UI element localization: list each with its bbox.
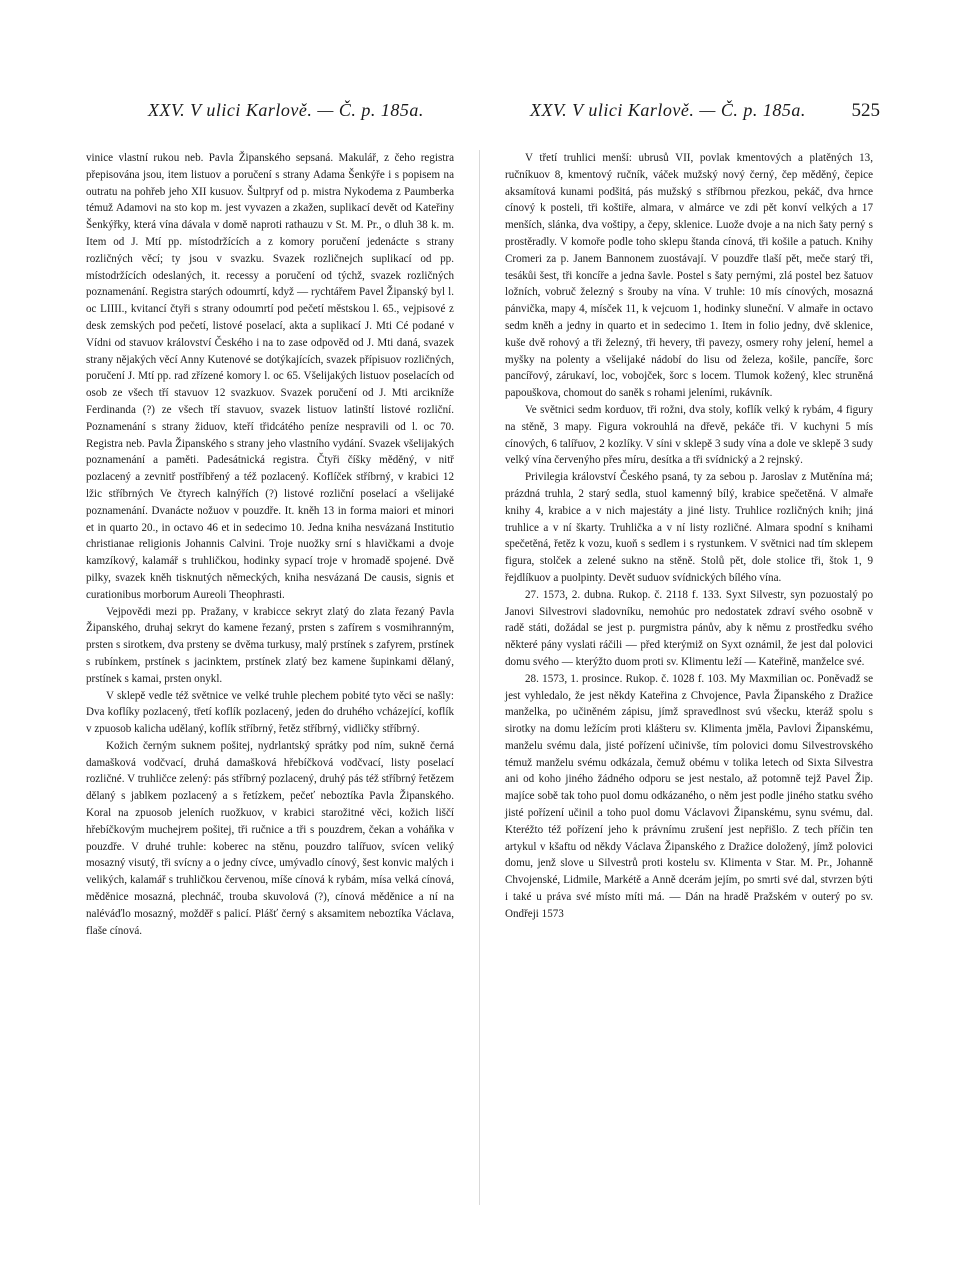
right-paragraph: Privilegia království Českého psaná, ty za sebou p. Jaroslav z Mutěnína má; prázdná truhla, 2 starý sedla, stuol kamenný bílý, krabice spečetěná. V almaře knihy 4, krabice a v nich majestáty a jiné listy. Truhlice rozličných knih; jiná truhlice a v ní škarty. Truhlička a v ní listy rozličné. Almara spodní s knihami spečetěná, řetěz k vozu, kuoň s sedlem i s rystunkem. V světnici nad tím sklepem figura, stolček a zelené sukno na stěně. Stolů pět, dole stolice tři, štok 1, 9 řejdlíkuov a puolpinty. Devět suduov svídnických bílého vína.: [505, 471, 873, 584]
right-paragraph: 27. 1573, 2. dubna. Rukop. č. 2118 f. 133. Syxt Silvestr, syn pozuostalý po Janovi Silvestrovi sladovníku, nemohúc pro nedostatek zdraví svého osobně v radě státi, dožádal se jest p. purgmistra pánův, aby k němu z prostředku svého některé pány vyslati ráčili — před kterýmiž on Syxt oznámil, že jest dal polovici domu svého — kterýžto duom proti sv. Klimentu leží — Kateřině, manželce své.: [505, 588, 873, 668]
right-paragraph: Ve světnici sedm korduov, tři rožni, dva stoly, koflík velký k rybám, 4 figury na stěně, 3 mapy. Figura vokrouhlá na dřevě, pekáče tři. V kuchyni 5 mís cínových, 6 talířuov, 2 kozlíky. V síni v sklepě 3 sudy vína a dole ve sklepě 3 sudy velký vína červenýho přes míru, desítka a tři svídnický a 2 rejnský.: [505, 403, 873, 467]
left-paragraph: Kožich černým suknem pošitej, nydrlantský sprátky pod ním, sukně černá damašková vodčvací, druhá damašková hřebíčková vodčvací, listy poselací rozličné. V truhličce zelený: pás stříbrný pozlacený, druhý pás též stříbrný řetězem dělaný s jablkem pozlacený a s řetízkem, pečeť neboztíka Pavla Žipanského. Koral na zpuosob jeleních ruožkuov, v krabici starožitné věci, kožich liščí hřebíčkovým muchejrem pošitej, tři ručnice a tři s pouzdrem, čekan a voháňka v pouzdře. V druhé truhle: koberec na stěnu, pouzdro talířuov, svícen veliký mosazný visutý, tři svícny a o jedny cívce, umývadlo cínový, šest konvic malých i velikých, kalamář s truhličkou červenou, míše cínová k rybám, mísa velká cínová, měděnice mosazná, plechnáč, trouba skuvolová (?), cínová měděnice a ní na naléváďlo mosazný, možděř s palicí. Plášť černý s aksamitem neboztíka Václava, flaše cínová.: [86, 739, 454, 937]
right-running-head: XXV. V ulici Karlově. — Č. p. 185a.: [530, 100, 806, 120]
left-paragraph: V sklepě vedle též světnice ve velké truhle plechem pobité tyto věci se našly: Dva koflíky pozlacený, třetí koflík pozlacený, jeden do druhého vcházející, koflík v zpuosob kalicha udělaný, koflík stříbrný, řetěz stříbrný, vidličky stříbrný.: [86, 689, 454, 736]
column-divider: [479, 150, 480, 1205]
page-number: 525: [851, 100, 880, 121]
right-paragraph: V třetí truhlici menší: ubrusů VII, povlak kmentových a platěných 13, ručníkuov 8, kmentový ručník, váček mužský nový černý, čep měděný, čepice aksamítová kunami podšitá, pás mužský s stříbrnou přezkou, pekáč, dva hrnce cínový k posteli, tři koštiře, almara, v almárce ve zdi pět konví velkých a 17 menších, slánka, dva voštipy, a čepy, sklenice. Luože dvoje a na nich šaty perný s prostěradly. V komoře podle toho sklepu štanda cínová, tři košile a patuch. Knihy Cromeri za p. Janem Bannonem zuostávají. V pouzdře tlaší pět, meče starý tři, tesákůi šest, tři koncíře a jedna šavle. Postel s šaty pernými, zlá postel bez šatuov ložních, vobruč železný s šrouby na vína. V truhle: 10 mís cínových, mosazná pánvička, mapy 4, mísček 11, k vejcuom 1, hodinky sluneční. V almaře in octavo sedm kněh a jedny in quarto et in sedecimo 1. Item in folio jedny, dvě sklenice, kuše dvě rohový a tři železný, tři hevery, tři pavezy, osmery rohy jelení, hemel a myšky na polenty a všelijaké nádobí do lisu od železa, košile, pancíře, šorc pancířový, zárukaví, loc, vobojček, šorc s locem. Tlumok kožený, klec struněná papouškova, chomout do saněk s rohami jeleními, rukávník.: [505, 152, 873, 400]
left-running-head: XXV. V ulici Karlově. — Č. p. 185a.: [148, 100, 424, 120]
left-text-column: [86, 150, 454, 939]
right-text-column: [505, 150, 873, 923]
right-paragraph: 28. 1573, 1. prosince. Rukop. č. 1028 f. 103. My Maxmilian oc. Poněvadž se jest vyhledalo, že jest někdy Kateřina z Chvojence, Pavla Žipanského z Dražice manželka, po učiněném zápisu, jímž spravedlnost svú všecku, kteráž spolu s sirotky na domu ležícím proti klášteru sv. Klimenta jměla, Pavlovi Žipanskému, manželu svému dala, jisté pořízení učinivše, tím polovici domu Silvestrovského témuž manželu svému odkázala, čemuž obému v tolika letech od Sixta Silvestra ani od koho jiného žádného odporu se jest nestalo, až potomně tejž Pavel Žip. majíce sobě tak toho puol domu odkázaného, o něm jest podle jiného statku svého jisté pořízení učinil a toho puol domu Václavovi Žipanskému, synu svému, dal. Kteréžto též pořízení jeho k právnímu zrušení jest nepřišlo. Z tech příčin ten artykul v kšaftu od někdy Václava Žipanského z Dražice doložený, jímž polovici domu, jenž slove u Silvestrů proti kostelu sv. Klimenta v Star. M. Pr., Johanně Chvojenské, Lidmile, Markétě a Anně dcerám jejím, po smrti své dal, stvrzen býti i také u práva své místo míti má. — Dán na hradě Pražském v outerý po sv. Ondřeji 1573: [505, 672, 873, 920]
left-paragraph: Vejpovědi mezi pp. Pražany, v krabicce sekryt zlatý do zlata řezaný Pavla Žipanského, druhaj sekryt do kamene řezaný, prsten s zafírem s vosmihranným, prsten s sirotkem, dva prsteny se dvěma turkusy, malý prstínek s zafyrem, prstínek s rubínkem, prstínek s jacinktem, prstínek zlatý bez kamene šupinkami dělaný, prstínek s kamai, prsten onykl.: [86, 605, 454, 685]
left-paragraph: vinice vlastní rukou neb. Pavla Žipanského sepsaná. Makulář, z čeho registra přepisována jsou, item listuov a poručení s strany Adama Šenkýře i s popisem na outratu na pohřeb jeho XII kusuov. Šultpryf od p. mistra Nykodema z Paumberka témuž Adamovi na sto kop m. jest vyvazen a zkažen, suplikací devět od Kateřiny Šenkýřky, která vína dávala v domě naproti rathauzu v St. M. Pr., o dluh 38 k. m. Item od J. Mtí pp. místodržících a z komory poručení jedenácte s strany rozličných věcí; ty jsou v svazku. Svazek rozličnejch suplikací od pp. místodržících odeslaných, it. recessy a poručení od týchž, svazek rozličných poznamenání. Registra starých odoumrtí, když — rychtářem Pavel Žipanský byl l. oc LIIII., kvitancí čtyři s strany odoumrtí pod pečetí městskou l. 65., vejpisové z desk zemských pod pečetí, listové poselací, akta a suplikací J. Mti Cé podané v Vídni od stavuov království Českého i na to zase odpověd od J. Mti daná, svazek strany nějakých věcí Anny Kutenové se dotýkajících, svazek přípisuov rozličných, poručení J. Mtí pp. rad zřízené komory l. oc 65. Všelijakých listuov poselacích od osob ze všech tří stavuov 12 svazkuov. Svazek poručení od J. Mti arcikníže Ferdinanda (?) ze všech tří stavuov, svazek listuov latinští listové rozliční. Poznamenání s strany židuov, kteří třidcátého peníze nespravili od l. oc 70. Registra neb. Pavla Žipanského s strany jeho vlastního vydání. Svazek všelijakých poznamenání a paměti. Padesátnická registra. Čtyři číšky měděný, v nitř pozlacený a zevnitř postříbřený a též pozlacený. Koflíček stříbrný, v krabici 12 lžic stříbrných Ve čtyrech kalnýřích (?) listové rozliční poselací a všelijaké poznamenání. Dvanácte nožuov v pouzdře. It. kněh 13 in forma maiori et minori et in quarto 20., in octavo 46 et in sedecimo 10. Jedna kniha nesvázaná Institutio christianae religionis Johannis Calvini. Troje nuožky srní s hlavičkami a dvoje kamzíkový, kalamář s truhličkou, hodinky sypací troje v hromadě spojené. Dvě pilky, svazek kněh tisknutých německých, kniha nesvázaná De causis, signis et curationibus morborum Aureoli Theophrasti.: [86, 152, 454, 601]
